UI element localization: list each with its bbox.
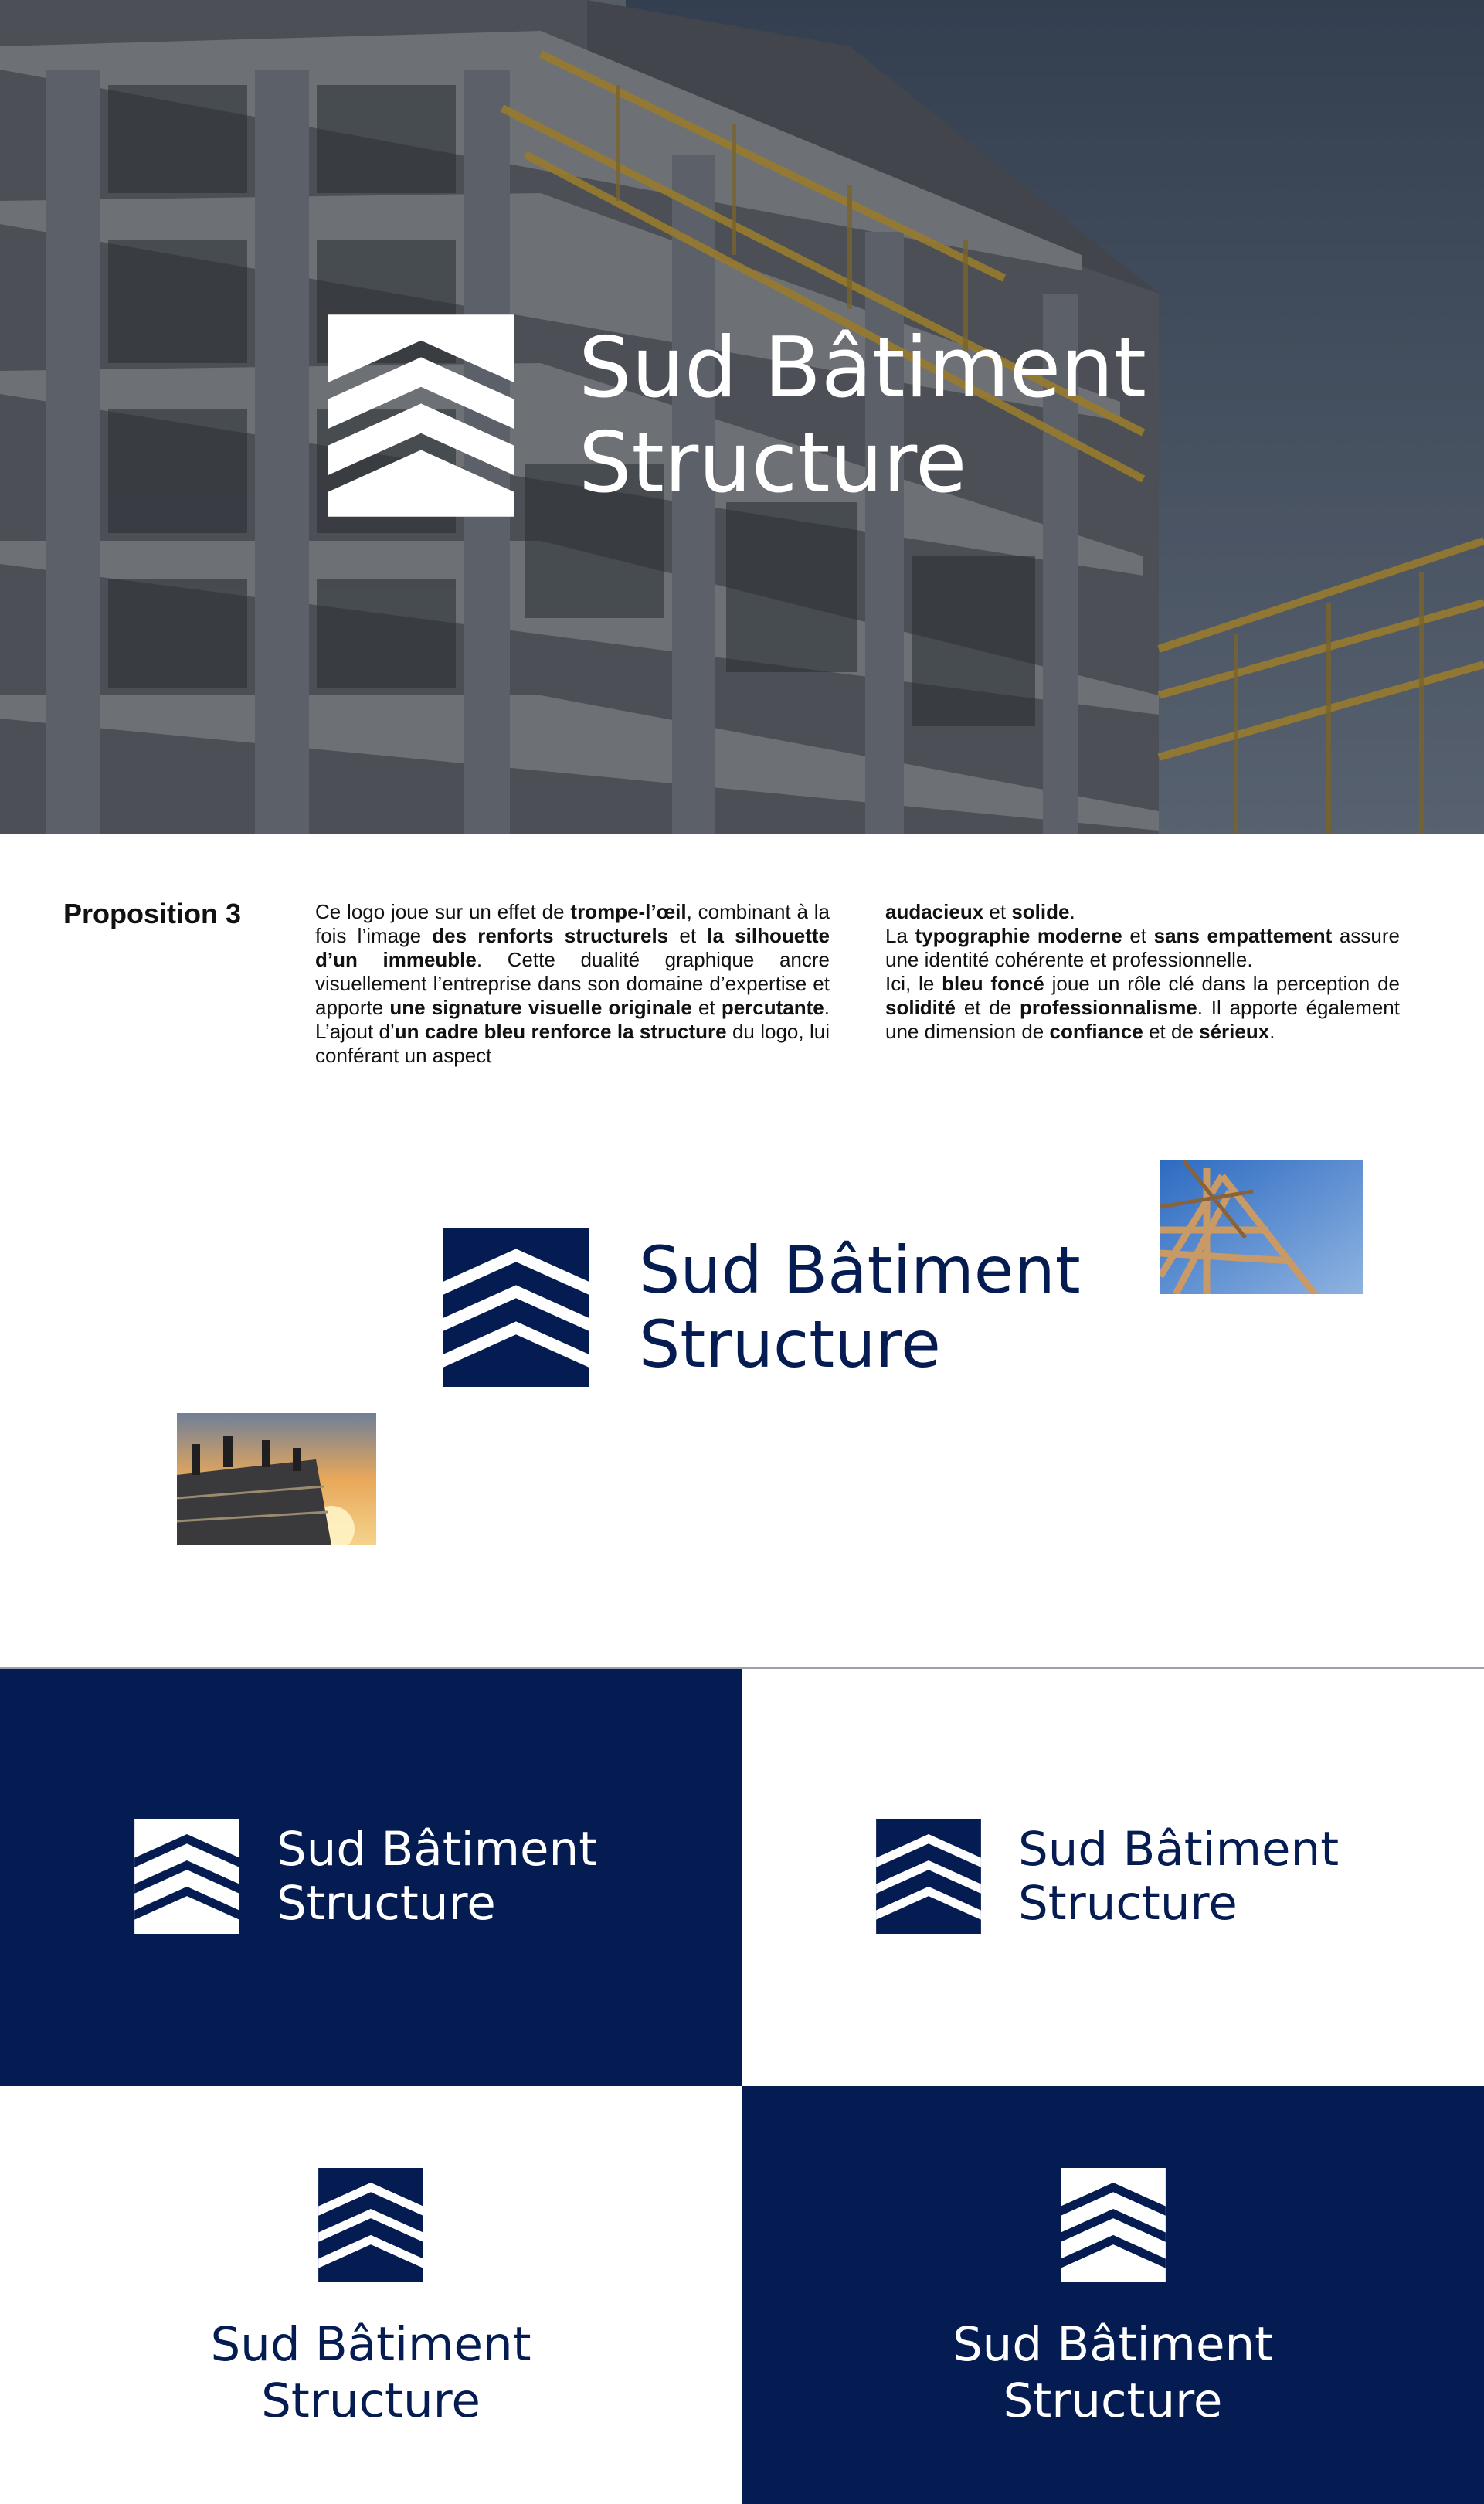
body-text: . (1269, 1020, 1275, 1043)
logo-stacked-white (742, 2168, 1484, 2429)
chevron-square-icon (876, 1819, 981, 1934)
logo-stacked-navy (0, 2168, 742, 2429)
hero-banner (0, 0, 1484, 834)
brand-name-line2: Structure (639, 1306, 941, 1382)
emphasis-text: bleu foncé (942, 972, 1044, 995)
body-text: . (1069, 900, 1075, 923)
chevron-square-icon (1061, 2168, 1166, 2282)
body-text: et de (956, 996, 1020, 1019)
emphasis-text: trompe-l’œil (570, 900, 687, 923)
body-text: et (668, 924, 708, 947)
emphasis-text: sans empattement (1153, 924, 1333, 947)
brand-name-line2: Structure (579, 415, 967, 511)
emphasis-text: audacieux (885, 900, 984, 923)
chevron-square-icon (318, 2168, 423, 2282)
brand-name-line1: Sud Bâtiment (639, 1232, 1081, 1308)
logo-lockup-white (134, 1819, 597, 1934)
emphasis-text: solidité (885, 996, 956, 1019)
brand-name (579, 321, 1146, 511)
brand-name-line2: Structure (277, 1876, 496, 1931)
body-text: La (885, 924, 915, 947)
emphasis-text: professionnalisme (1020, 996, 1197, 1019)
body-text: , combinant à la fois l’image (315, 900, 830, 947)
body-text: Ce logo joue sur un effet de (315, 900, 571, 923)
body-text: . Il apporte également une dimension de (885, 996, 1400, 1043)
emphasis-text: sérieux (1199, 1020, 1270, 1043)
emphasis-text: un cadre bleu renforce la structure (394, 1020, 727, 1043)
emphasis-text: solide (1011, 900, 1070, 923)
panel-white-stacked (0, 2086, 742, 2504)
brand-name (953, 2316, 1273, 2429)
body-text: et de (1143, 1020, 1200, 1043)
building-sunset-photo (177, 1413, 376, 1545)
brand-name (1018, 1823, 1339, 1930)
chevron-square-icon (328, 314, 514, 517)
proposal-text-column-2 (885, 900, 1400, 1044)
brand-name-line2: Structure (1003, 2373, 1223, 2429)
proposal-text-column-1 (315, 900, 830, 1068)
panel-navy-stacked (742, 2086, 1484, 2504)
brand-name-line1: Sud Bâtiment (579, 319, 1146, 416)
body-text: et (691, 996, 722, 1019)
main-logo-lockup (443, 1228, 1081, 1387)
body-text: assure une identité cohérente et professionnelle. (885, 924, 1400, 971)
body-text: du logo, lui conférant un aspect (315, 1020, 830, 1067)
emphasis-text: la silhouette d’un immeuble (315, 924, 830, 971)
emphasis-text: percutante (721, 996, 824, 1019)
brand-name-line1: Sud Bâtiment (210, 2317, 531, 2372)
brand-name-line1: Sud Bâtiment (1018, 1822, 1340, 1877)
brand-name (277, 1823, 597, 1930)
brand-name (210, 2316, 531, 2429)
body-text: joue un rôle clé dans la perception de (1044, 972, 1400, 995)
chevron-square-icon (134, 1819, 239, 1934)
brand-name (639, 1234, 1081, 1382)
brand-name-line2: Structure (1018, 1876, 1238, 1931)
brand-name-line1: Sud Bâtiment (952, 2317, 1274, 2372)
panel-white-horizontal (742, 1669, 1484, 2086)
chevron-square-icon (443, 1228, 589, 1387)
emphasis-text: des renforts structurels (432, 924, 669, 947)
brand-name-line2: Structure (261, 2373, 481, 2429)
emphasis-text: typographie moderne (915, 924, 1122, 947)
emphasis-text: une signature visuelle originale (389, 996, 692, 1019)
proposal-title: Proposition 3 (63, 898, 242, 929)
body-text: et (1122, 924, 1154, 947)
hero-logo-lockup (328, 314, 1146, 517)
brand-name-line1: Sud Bâtiment (277, 1822, 598, 1877)
panel-navy-horizontal (0, 1669, 742, 2086)
wooden-roof-frame-photo (1160, 1160, 1363, 1294)
body-text: et (983, 900, 1012, 923)
emphasis-text: confiance (1049, 1020, 1143, 1043)
body-text: Ici, le (885, 972, 942, 995)
body-text: . Cette dualité graphique ancre visuellement l’entreprise dans son domaine d’expertise et apporte (315, 948, 830, 1019)
logo-lockup-navy (876, 1819, 1339, 1934)
body-text: . L’ajout d’ (315, 996, 830, 1043)
